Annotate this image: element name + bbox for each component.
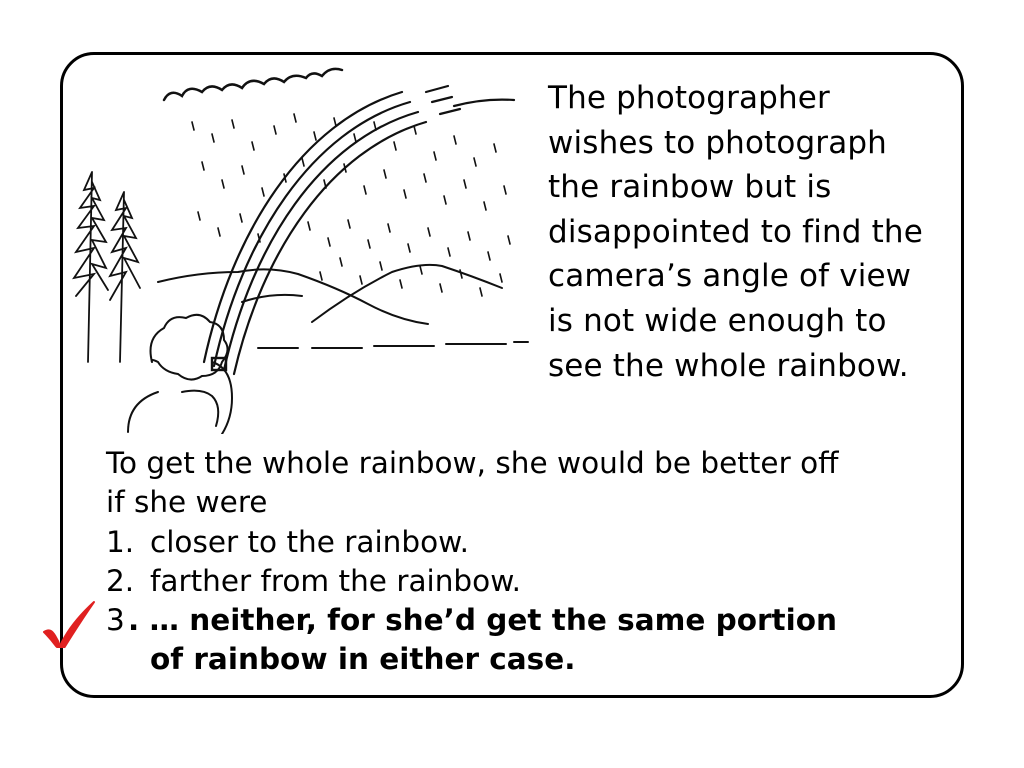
caption-line: disappointed to find the [548,213,923,250]
option-text: … neither, for she’d get the same portion [139,603,838,638]
option-number-dot: . [128,603,140,638]
rainbow-photographer-illustration [62,62,532,434]
checkmark-icon [40,598,98,648]
caption-line: camera’s angle of view [548,258,912,295]
option-number: 2. [106,563,135,598]
option-2 [106,562,966,601]
caption-text [548,76,968,388]
question-stem-line: if she were [106,485,268,520]
caption-line: see the whole rainbow. [548,347,909,384]
option-number: 3 [106,603,125,638]
question-block [106,444,966,680]
question-stem-line: To get the whole rainbow, she would be better off [106,446,839,480]
caption-line: the rainbow but is [548,169,832,206]
option-1 [106,523,966,562]
option-text: farther from the rainbow. [150,563,521,598]
caption-line: wishes to photograph [548,124,887,161]
option-text-continued: of rainbow in either case. [150,642,576,677]
option-3-correct [106,601,966,680]
caption-line: The photographer [548,80,830,116]
option-text: closer to the rainbow. [150,524,469,559]
option-number: 1. [106,524,135,559]
caption-line: is not wide enough to [548,302,887,339]
